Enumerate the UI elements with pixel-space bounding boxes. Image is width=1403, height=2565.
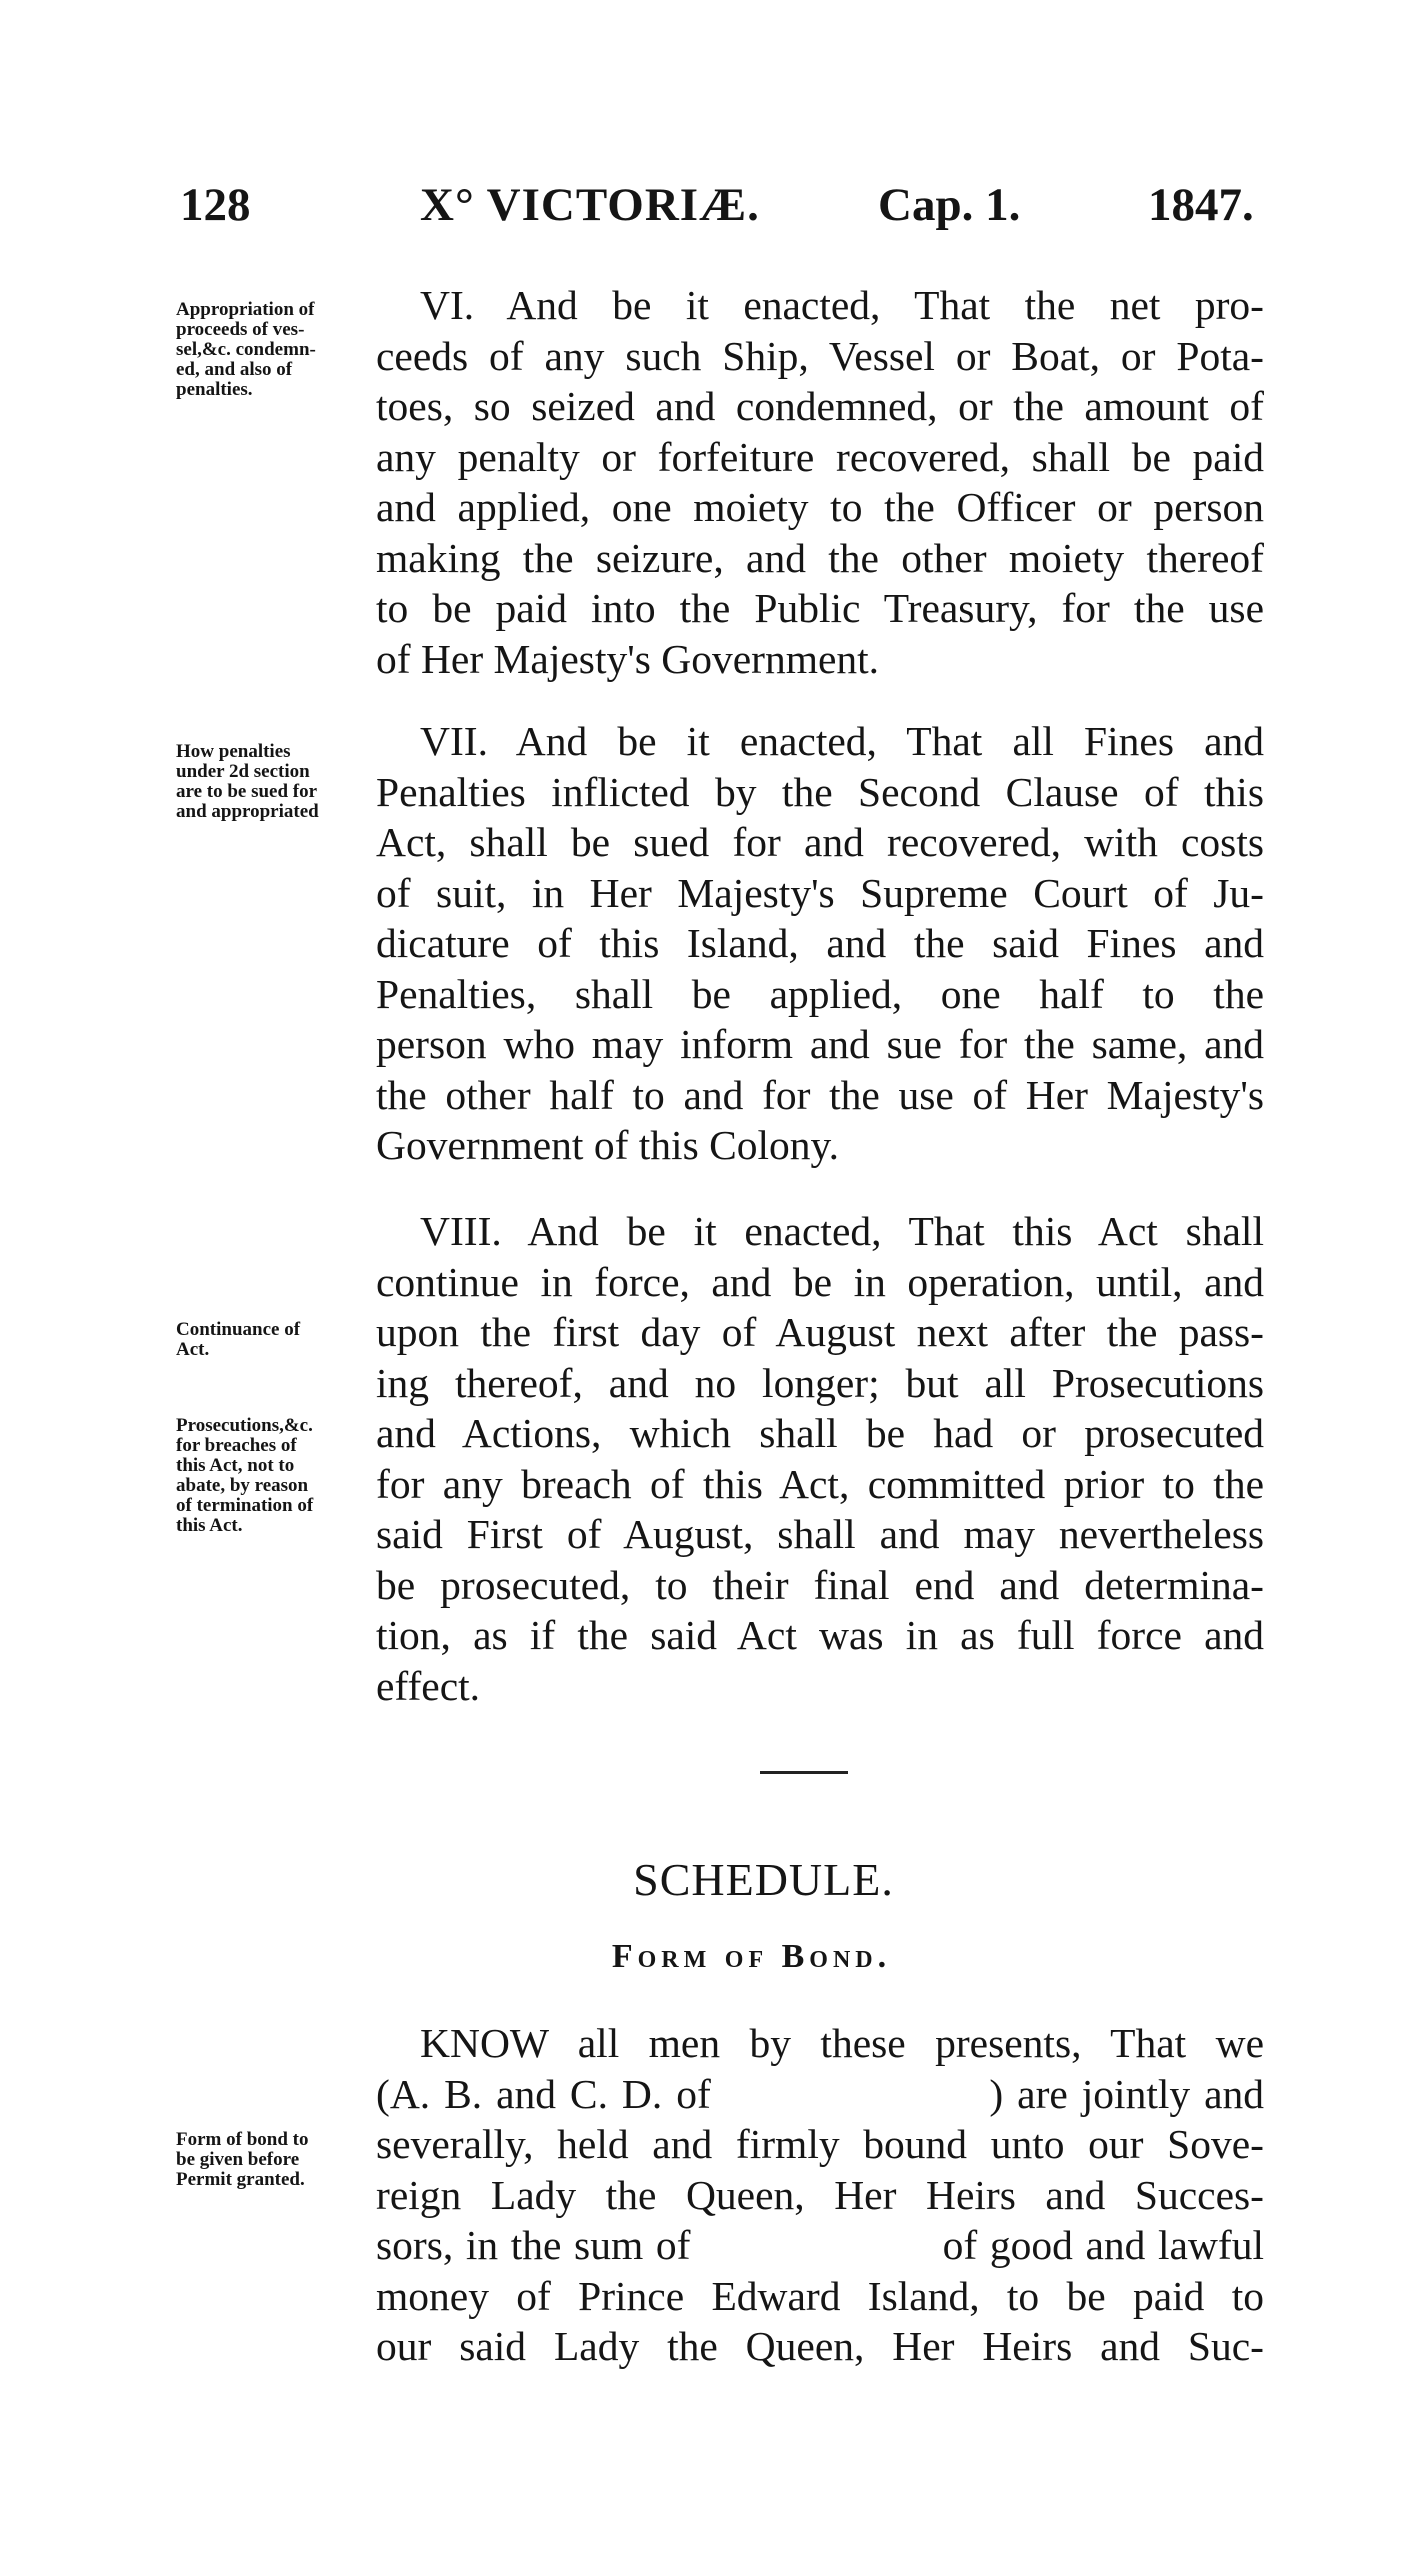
text-line: said First of August, shall and may nevertheless — [376, 1511, 1264, 1557]
text-line: and applied, one moiety to the Officer or person — [376, 484, 1264, 530]
text-line: tion, as if the said Act was in as full force and — [376, 1612, 1264, 1658]
text-line: VI. And be it enacted, That the net pro- — [420, 282, 1264, 328]
text-line: ing thereof, and no longer; but all Prosecutions — [376, 1359, 1264, 1406]
form-of-bond-heading: Form of Bond. — [611, 1938, 892, 1975]
text-line: reign Lady the Queen, Her Heirs and Succes- — [376, 2171, 1264, 2218]
section-divider — [760, 1771, 848, 1774]
text-line: continue in force, and be in operation, until, and — [376, 1258, 1264, 1305]
text-line: money of Prince Edward Island, to be paid to — [376, 2272, 1264, 2319]
section-viii — [376, 1206, 1264, 1711]
text-line: upon the first day of August next after the pass- — [376, 1309, 1264, 1355]
note-line: this Act. — [176, 1515, 243, 1536]
text-line: sors, in the sum of of good and lawful — [376, 2222, 1264, 2268]
running-header — [0, 178, 1403, 238]
text-line: effect. — [376, 1662, 481, 1709]
text-line: Government of this Colony. — [376, 1122, 839, 1168]
note-line: this Act, not to — [176, 1455, 295, 1476]
margin-note-appropriation — [176, 300, 376, 400]
note-line: Act. — [176, 1339, 210, 1360]
text-line: the other half to and for the use of Her Majesty's — [376, 1071, 1264, 1118]
text-line: and Actions, which shall be had or prosecuted — [376, 1410, 1264, 1456]
margin-note-prosecutions — [176, 1416, 376, 1536]
note-line: be given before — [176, 2149, 300, 2170]
text-line: VII. And be it enacted, That all Fines and — [420, 718, 1264, 764]
note-line: of termination of — [176, 1495, 314, 1516]
text-line: for any breach of this Act, committed prior to the — [376, 1460, 1264, 1507]
text-line: person who may inform and sue for the same, and — [376, 1021, 1264, 1067]
text-line: Penalties, shall be applied, one half to the — [376, 970, 1264, 1017]
text-line: of Her Majesty's Government. — [376, 635, 880, 682]
section-vi — [376, 280, 1264, 684]
note-line: abate, by reason — [176, 1475, 309, 1496]
note-line: sel,&c. condemn- — [176, 339, 316, 360]
note-line: Form of bond to — [176, 2129, 309, 2150]
year: 1847. — [1148, 179, 1254, 231]
margin-note-continuance — [176, 1320, 376, 1360]
text-line: Penalties inflicted by the Second Clause of this — [376, 768, 1264, 815]
note-line: proceeds of ves- — [176, 319, 305, 340]
note-line: Appropriation of — [176, 299, 315, 320]
bond-text — [376, 2018, 1264, 2372]
text-line: dicature of this Island, and the said Fines and — [376, 920, 1264, 966]
text-line: of suit, in Her Majesty's Supreme Court of Ju- — [376, 869, 1264, 916]
act-title: X° VICTORIÆ. — [420, 179, 760, 231]
note-line: for breaches of — [176, 1435, 297, 1456]
note-line: are to be sued for — [176, 781, 318, 802]
note-line: Permit granted. — [176, 2169, 305, 2190]
text-line: toes, so seized and condemned, or the amount of — [376, 383, 1264, 429]
note-line: penalties. — [176, 379, 253, 400]
section-vii — [376, 716, 1264, 1171]
note-line: Prosecutions,&c. — [176, 1415, 313, 1436]
note-line: under 2d section — [176, 761, 310, 782]
text-line: ceeds of any such Ship, Vessel or Boat, or Pota- — [376, 332, 1264, 379]
text-line: severally, held and firmly bound unto our Sove- — [376, 2121, 1264, 2167]
text-line: to be paid into the Public Treasury, for the use — [376, 585, 1264, 631]
text-line: be prosecuted, to their final end and determina- — [376, 1561, 1264, 1608]
schedule-heading: SCHEDULE. — [633, 1854, 894, 1905]
text-line: VIII. And be it enacted, That this Act shall — [420, 1208, 1264, 1254]
text-line: any penalty or forfeiture recovered, shall be paid — [376, 433, 1264, 480]
note-line: Continuance of — [176, 1319, 301, 1340]
note-line: ed, and also of — [176, 359, 293, 380]
margin-note-bond — [176, 2130, 376, 2190]
text-line: Act, shall be sued for and recovered, with costs — [376, 819, 1264, 865]
chapter-number: Cap. 1. — [878, 179, 1021, 231]
text-line: KNOW all men by these presents, That we — [420, 2020, 1264, 2066]
note-line: How penalties — [176, 741, 291, 762]
note-line: and appropriated — [176, 801, 319, 822]
text-line: making the seizure, and the other moiety thereof — [376, 534, 1264, 581]
margin-note-penalties — [176, 742, 376, 822]
page-number: 128 — [180, 179, 251, 231]
text-line: (A. B. and C. D. of ) are jointly and — [376, 2070, 1264, 2117]
text-line: our said Lady the Queen, Her Heirs and Suc- — [376, 2323, 1264, 2369]
